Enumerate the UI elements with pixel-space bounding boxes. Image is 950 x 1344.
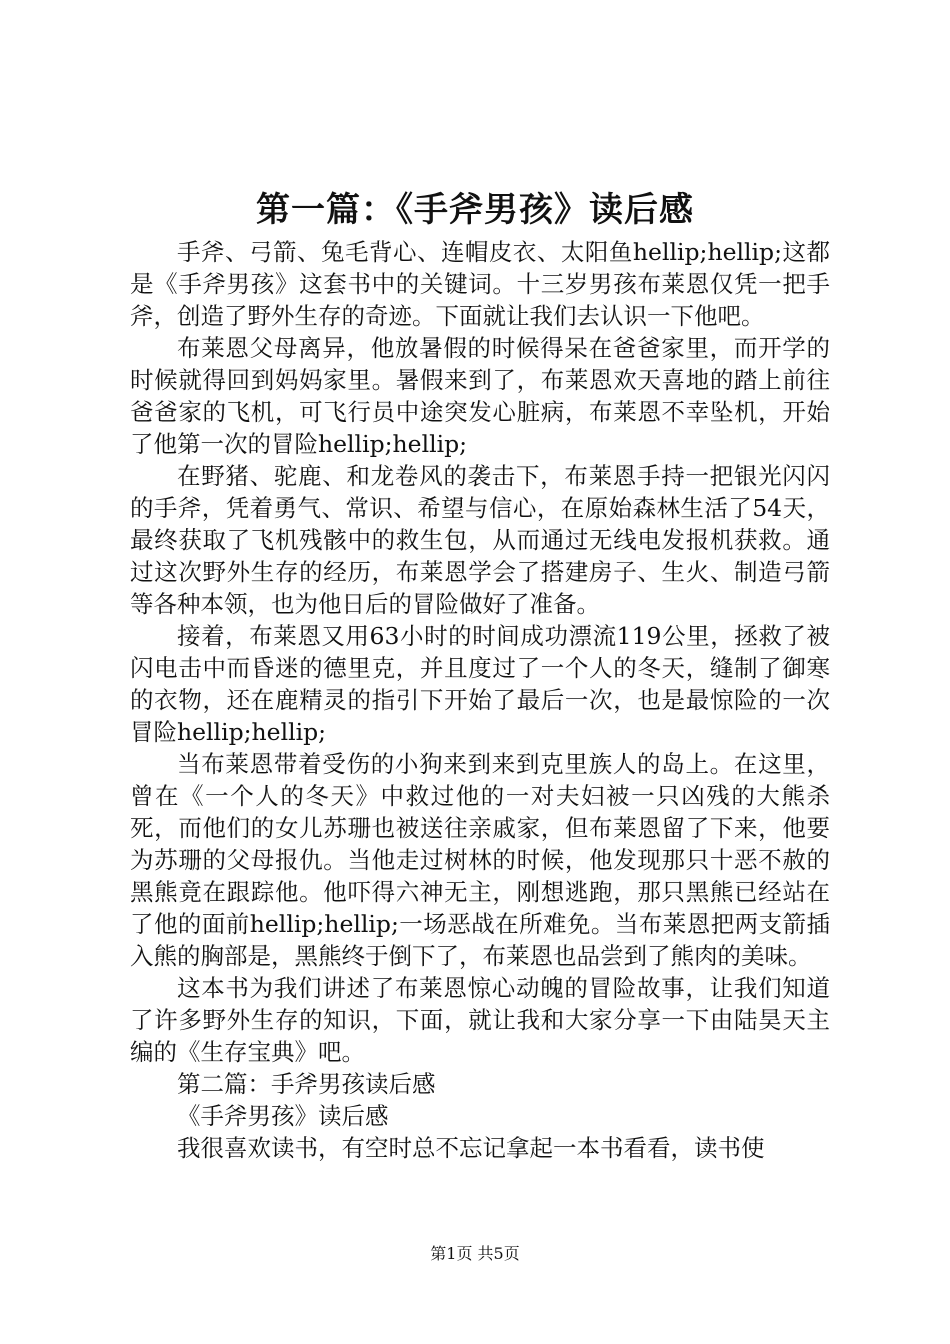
paragraph: 接着，布莱恩又用63小时的时间成功漂流119公里，拯救了被闪电击中而昏迷的德里克，并且度过了一个人的冬天，缝制了御寒的衣物，还在鹿精灵的指引下开始了最后一次，也是最惊险的一次冒险hellip;hellip; xyxy=(130,622,830,746)
section-subheading: 《手斧男孩》读后感 xyxy=(177,1102,389,1130)
paragraph: 布莱恩父母离异，他放暑假的时候得呆在爸爸家里，而开学的时候就得回到妈妈家里。暑假来到了，布莱恩欢天喜地的踏上前往爸爸家的飞机，可飞行员中途突发心脏病，布莱恩不幸坠机，开始了他第一次的冒险hellip;hellip; xyxy=(130,334,830,458)
document-title: 第一篇：《手斧男孩》读后感 xyxy=(256,190,694,230)
paragraph: 当布莱恩带着受伤的小狗来到来到克里族人的岛上。在这里，曾在《一个人的冬天》中救过他的一对夫妇被一只凶残的大熊杀死，而他们的女儿苏珊也被送往亲戚家，但布莱恩留了下来，他要为苏珊的父母报仇。当他走过树林的时候，他发现那只十恶不赦的黑熊竟在跟踪他。他吓得六神无主，刚想逃跑，那只黑熊已经站在了他的面前hellip;hellip;一场恶战在所难免。当布莱恩把两支箭插入熊的胸部是，黑熊终于倒下了，布莱恩也品尝到了熊肉的美味。 xyxy=(130,750,830,970)
paragraph: 我很喜欢读书，有空时总不忘记拿起一本书看看，读书使 xyxy=(177,1134,765,1162)
page-number-footer: 第1页 共5页 xyxy=(430,1244,520,1263)
document-body xyxy=(130,236,830,1164)
paragraph: 手斧、弓箭、兔毛背心、连帽皮衣、太阳鱼hellip;hellip;这都是《手斧男孩》这套书中的关键词。十三岁男孩布莱恩仅凭一把手斧，创造了野外生存的奇迹。下面就让我们去认识一下他吧。 xyxy=(130,238,830,330)
section-heading: 第二篇：手斧男孩读后感 xyxy=(177,1070,436,1098)
paragraph: 这本书为我们讲述了布莱恩惊心动魄的冒险故事，让我们知道了许多野外生存的知识，下面，就让我和大家分享一下由陆昊天主编的《生存宝典》吧。 xyxy=(130,974,830,1066)
paragraph: 在野猪、驼鹿、和龙卷风的袭击下，布莱恩手持一把银光闪闪的手斧，凭着勇气、常识、希望与信心，在原始森林生活了54天，最终获取了飞机残骸中的救生包，从而通过无线电发报机获救。通过这次野外生存的经历，布莱恩学会了搭建房子、生火、制造弓箭等各种本领，也为他日后的冒险做好了准备。 xyxy=(130,462,830,618)
